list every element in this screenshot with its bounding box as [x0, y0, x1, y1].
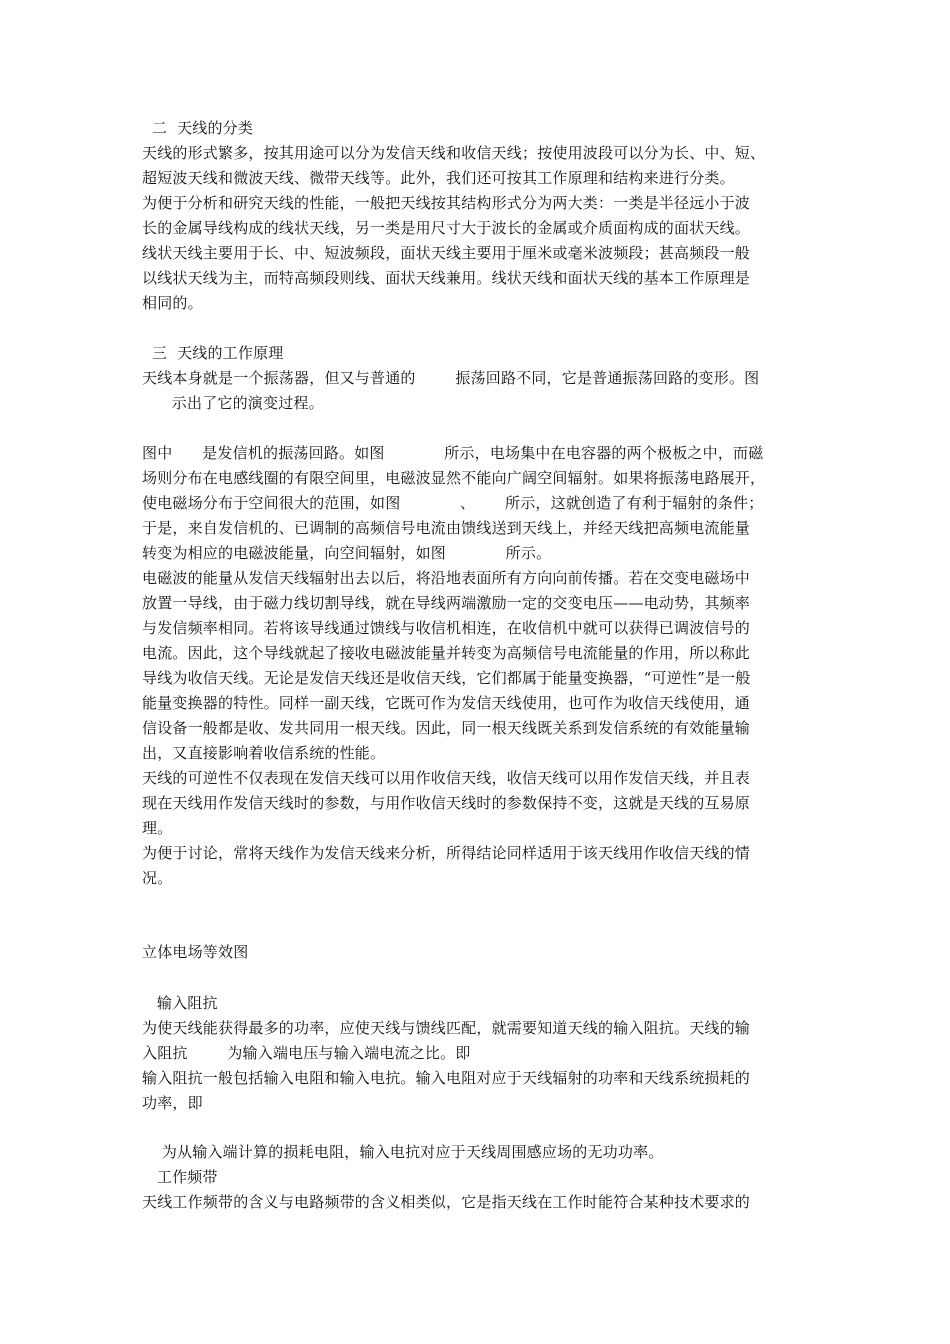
paragraph-line: 入阻抗 为输入端电压与输入端电流之比。即 — [142, 1044, 471, 1062]
paragraph-line: 放置一导线，由于磁力线切割导线，就在导线两端激励一定的交变电压——电动势，其频率 — [142, 594, 751, 612]
paragraph-line: 为使天线能获得最多的功率，应使天线与馈线匹配，就需要知道天线的输入阻抗。天线的输 — [142, 1019, 751, 1037]
paragraph-line: 出，又直接影响着收信系统的性能。 — [142, 744, 386, 762]
paragraph-line: 电磁波的能量从发信天线辐射出去以后，将沿地表面所有方向向前传播。若在交变电磁场中 — [142, 569, 751, 587]
paragraph-line: 为便于分析和研究天线的性能，一般把天线按其结构形式分为两大类：一类是半径远小于波 — [142, 194, 751, 212]
heading-working-principle: 三 天线的工作原理 — [142, 344, 284, 362]
paragraph-line: 天线本身就是一个振荡器，但又与普通的 振荡回路不同，它是普通振荡回路的变形。图 — [142, 369, 760, 387]
paragraph-line: 能量变换器的特性。同样一副天线，它既可作为发信天线使用，也可作为收信天线使用，通 — [142, 694, 751, 712]
paragraph-line: 为便于讨论，常将天线作为发信天线来分析，所得结论同样适用于该天线用作收信天线的情 — [142, 844, 751, 862]
paragraph-line: 天线的可逆性不仅表现在发信天线可以用作收信天线，收信天线可以用作发信天线，并且表 — [142, 769, 751, 787]
heading-antenna-classification: 二 天线的分类 — [142, 119, 254, 137]
paragraph-line: 功率，即 — [142, 1094, 203, 1112]
paragraph-line: 天线工作频带的含义与电路频带的含义相类似，它是指天线在工作时能符合某种技术要求的 — [142, 1193, 751, 1211]
paragraph-line: 线状天线主要用于长、中、短波频段，面状天线主要用于厘米或毫米波频段；甚高频段一般 — [142, 244, 751, 262]
heading-input-impedance: 输入阻抗 — [142, 994, 218, 1012]
paragraph-line: 转变为相应的电磁波能量，向空间辐射，如图 所示。 — [142, 544, 552, 562]
heading-working-bandwidth: 工作频带 — [142, 1168, 218, 1186]
paragraph-line: 况。 — [142, 869, 173, 887]
paragraph-line: 信设备一般都是收、发共同用一根天线。因此，同一根天线既关系到发信系统的有效能量输 — [142, 719, 751, 737]
paragraph-line: 长的金属导线构成的线状天线，另一类是用尺寸大于波长的金属或介质面构成的面状天线。 — [142, 219, 751, 237]
paragraph-line: 电流。因此，这个导线就起了接收电磁波能量并转变为高频信号电流能量的作用，所以称此 — [142, 644, 751, 662]
paragraph-line: 超短波天线和微波天线、微带天线等。此外，我们还可按其工作原理和结构来进行分类。 — [142, 169, 735, 187]
paragraph-line: 输入阻抗一般包括输入电阻和输入电抗。输入电阻对应于天线辐射的功率和天线系统损耗的 — [142, 1069, 751, 1087]
paragraph-line: 与发信频率相同。若将该导线通过馈线与收信机相连，在收信机中就可以获得已调波信号的 — [142, 619, 751, 637]
paragraph-line: 图中 是发信机的振荡回路。如图 所示，电场集中在电容器的两个极板之中，而磁 — [142, 444, 764, 462]
figure-caption: 立体电场等效图 — [142, 943, 249, 961]
paragraph-line: 现在天线用作发信天线时的参数，与用作收信天线时的参数保持不变，这就是天线的互易原 — [142, 794, 751, 812]
paragraph-line: 使电磁场分布于空间很大的范围，如图 、 所示，这就创造了有利于辐射的条件； — [142, 494, 764, 512]
paragraph-line: 相同的。 — [142, 294, 203, 312]
paragraph-line: 为从输入端计算的损耗电阻，输入电抗对应于天线周围感应场的无功功率。 — [142, 1143, 664, 1161]
paragraph-line: 理。 — [142, 819, 173, 837]
paragraph-line: 导线为收信天线。无论是发信天线还是收信天线，它们都属于能量变换器，“可逆性”是一般 — [142, 669, 751, 687]
paragraph-line: 以线状天线为主，而特高频段则线、面状天线兼用。线状天线和面状天线的基本工作原理是 — [142, 269, 751, 287]
paragraph-line: 于是，来自发信机的、已调制的高频信号电流由馈线送到天线上，并经天线把高频电流能量 — [142, 519, 751, 537]
paragraph-line: 示出了它的演变过程。 — [142, 394, 324, 412]
paragraph-line: 场则分布在电感线圈的有限空间里，电磁波显然不能向广阔空间辐射。如果将振荡电路展开， — [142, 469, 766, 487]
paragraph-line: 天线的形式繁多，按其用途可以分为发信天线和收信天线；按使用波段可以分为长、中、短、 — [142, 144, 766, 162]
